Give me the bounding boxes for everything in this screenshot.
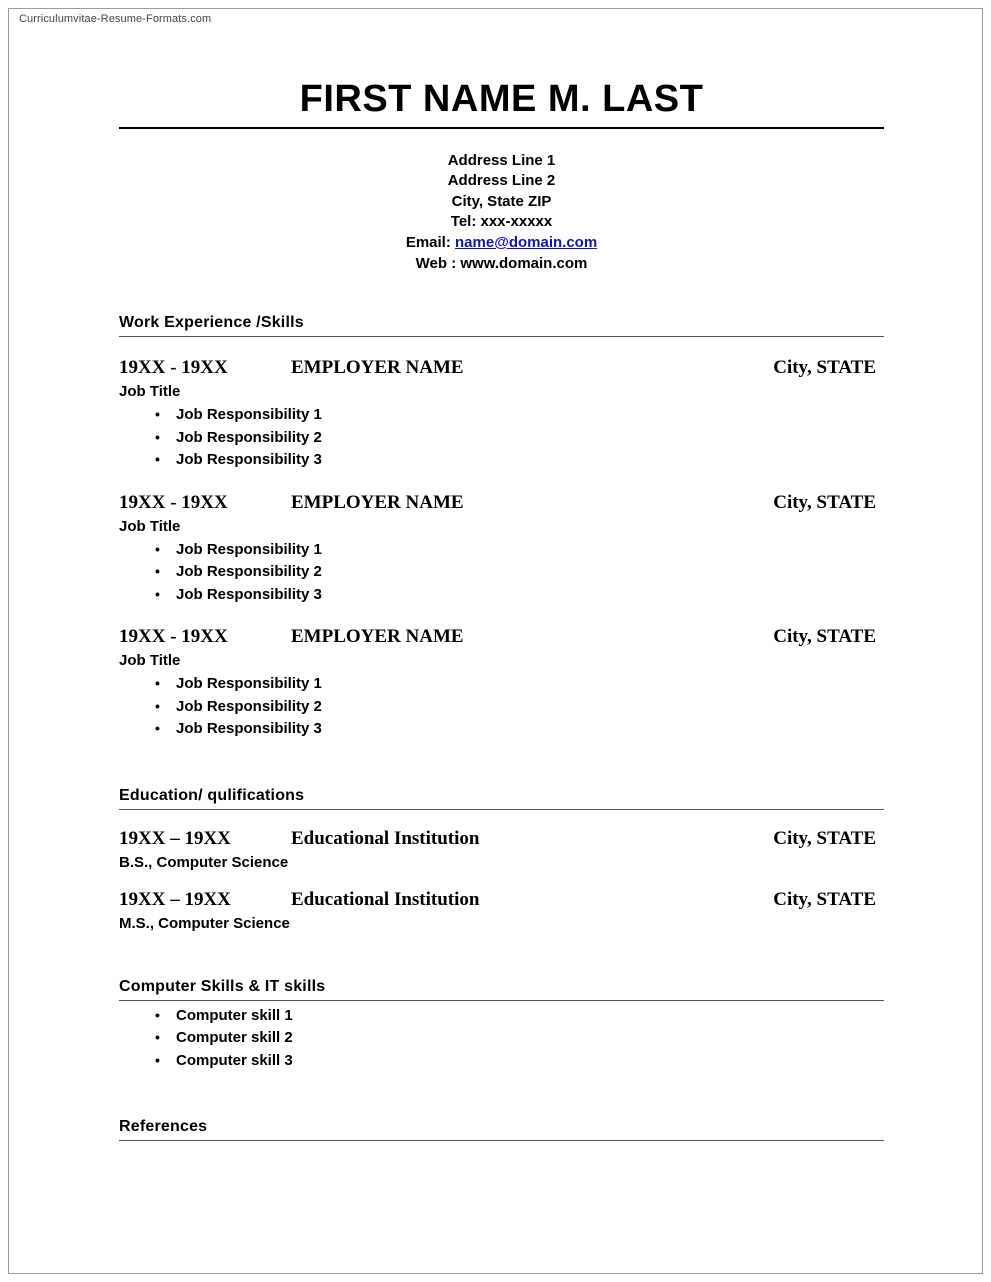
work-job-title: Job Title [119, 383, 181, 401]
website: Web : www.domain.com [415, 254, 588, 272]
work-dates: 19XX - 19XX [119, 626, 228, 648]
work-employer: EMPLOYER NAME [291, 491, 464, 513]
email-link[interactable]: name@domain.com [455, 233, 598, 251]
work-responsibility-list [119, 404, 884, 472]
email-label: Email: [405, 233, 451, 251]
work-employer: EMPLOYER NAME [291, 357, 464, 379]
work-dates: 19XX - 19XX [119, 491, 228, 513]
work-job-title: Job Title [119, 652, 181, 670]
resume-page [8, 8, 983, 1274]
work-entry [119, 492, 884, 607]
work-responsibility-list [119, 539, 884, 607]
address-line-2: Address Line 2 [447, 172, 556, 190]
computer-skills-list [119, 1005, 884, 1073]
education-entry [119, 889, 884, 932]
work-entry [119, 357, 884, 472]
resume-document [119, 79, 884, 1141]
work-location: City, STATE [773, 357, 876, 379]
telephone: Tel: xxx-xxxxx [450, 213, 553, 231]
list-item: • Job Responsibility 3 [119, 584, 884, 607]
list-item: • Computer skill 2 [119, 1027, 884, 1050]
education-degree: B.S., Computer Science [119, 853, 289, 871]
email-row [119, 233, 884, 254]
education-heading: Education/ qulifications [119, 786, 305, 804]
section-education [119, 787, 884, 932]
education-location: City, STATE [773, 888, 876, 910]
list-item: • Job Responsibility 1 [119, 539, 884, 562]
work-responsibility-list [119, 673, 884, 741]
title-divider [119, 127, 884, 129]
list-item: • Job Responsibility 2 [119, 696, 884, 719]
work-entry-header [119, 626, 884, 650]
list-item: • Job Responsibility 3 [119, 449, 884, 472]
education-degree: M.S., Computer Science [119, 914, 290, 932]
education-divider [119, 809, 884, 810]
list-item: • Computer skill 3 [119, 1050, 884, 1073]
work-employer: EMPLOYER NAME [291, 626, 464, 648]
references-heading: References [119, 1118, 208, 1136]
list-item: • Job Responsibility 3 [119, 718, 884, 741]
section-references [119, 1118, 884, 1141]
work-location: City, STATE [773, 626, 876, 648]
page-title: FIRST NAME M. LAST [299, 78, 704, 120]
education-entry-header [119, 828, 884, 852]
computer-skills-heading: Computer Skills & IT skills [119, 977, 326, 995]
list-item: • Computer skill 1 [119, 1005, 884, 1028]
education-institution: Educational Institution [291, 827, 480, 849]
site-watermark: Curriculumvitae-Resume-Formats.com [19, 13, 212, 25]
city-state-zip: City, State ZIP [451, 192, 552, 210]
references-divider [119, 1140, 884, 1141]
work-entry-header [119, 357, 884, 381]
education-location: City, STATE [773, 827, 876, 849]
education-entry-header [119, 889, 884, 913]
list-item: • Job Responsibility 1 [119, 404, 884, 427]
work-experience-divider [119, 336, 884, 337]
work-entry-header [119, 492, 884, 516]
work-job-title: Job Title [119, 517, 181, 535]
section-computer-skills [119, 978, 884, 1073]
list-item: • Job Responsibility 2 [119, 427, 884, 450]
contact-block [119, 151, 884, 274]
list-item: • Job Responsibility 2 [119, 561, 884, 584]
computer-skills-divider [119, 1000, 884, 1001]
work-location: City, STATE [773, 491, 876, 513]
work-dates: 19XX - 19XX [119, 357, 228, 379]
education-entry [119, 828, 884, 871]
address-line-1: Address Line 1 [447, 151, 556, 169]
work-entry [119, 626, 884, 741]
education-dates: 19XX – 19XX [119, 888, 231, 910]
list-item: • Job Responsibility 1 [119, 673, 884, 696]
section-work-experience [119, 314, 884, 741]
education-dates: 19XX – 19XX [119, 827, 231, 849]
work-experience-heading: Work Experience /Skills [119, 314, 304, 332]
education-institution: Educational Institution [291, 888, 480, 910]
